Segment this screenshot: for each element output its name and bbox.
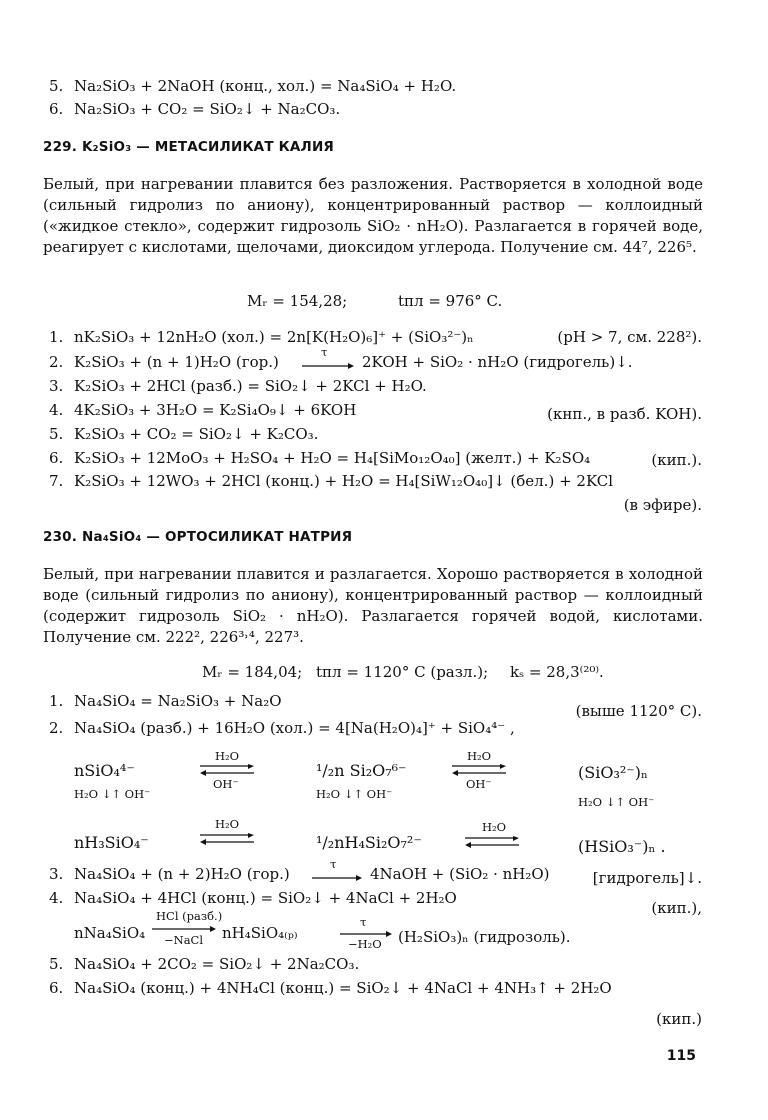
reaction-number: 3.: [49, 377, 64, 395]
equilibrium-arrow-icon: [452, 764, 506, 776]
reaction-number: 3.: [49, 865, 64, 883]
equilibrium-arrow-icon: [200, 764, 254, 776]
scheme-species: (SiO₃²⁻)ₙ: [578, 763, 648, 782]
reaction-products: 2KOH + SiO₂ · nH₂O (гидрогель)↓.: [362, 353, 633, 371]
reaction-equation: Na₄SiO₄ + 4HCl (конц.) = SiO₂↓ + 4NaCl + 2H₂O: [74, 889, 457, 907]
reaction-note: (в эфире).: [623, 496, 702, 514]
arrow-label-top: H₂O: [215, 749, 240, 763]
arrow-label-bottom: −H₂O: [348, 937, 382, 951]
reaction-equation: 4K₂SiO₃ + 3H₂O = K₂Si₄O₉↓ + 6KOH: [74, 401, 357, 419]
reaction-note: (выше 1120° C).: [575, 702, 702, 720]
reaction-number: 5.: [49, 955, 64, 973]
section-description-229: Белый, при нагревании плавится без разложения. Растворяется в холодной воде (сильный гидролиз по аниону), концентрированный раствор — коллоидный («жидкое стекло», содержит гидрозоль SiO₂ · nH₂O). Разлагается в горячей воде, реагирует с кислотами, щелочами, диоксидом углерода. Получение см. 44⁷, 226⁵.: [43, 175, 703, 256]
arrow-condition: τ: [321, 345, 328, 359]
scheme-species: ¹/₂nH₄Si₂O₇²⁻: [316, 833, 422, 852]
reaction-equation: Na₄SiO₄ (разб.) + 16H₂O (хол.) = 4[Na(H₂O)₄]⁺ + SiO₄⁴⁻ ,: [74, 719, 515, 737]
reaction-equation: K₂SiO₃ + 2HCl (разб.) = SiO₂↓ + 2KCl + H₂O.: [74, 377, 427, 395]
section-heading-229: 229. K₂SiO₃ — МЕТАСИЛИКАТ КАЛИЯ: [43, 139, 335, 155]
reaction-number: 7.: [49, 472, 64, 490]
reaction-number: 6.: [49, 100, 64, 118]
reaction-note: [гидрогель]↓.: [592, 869, 702, 887]
reaction-number: 2.: [49, 719, 64, 737]
reaction-number: 6.: [49, 449, 64, 467]
reaction-equation: K₂SiO₃ + (n + 1)H₂O (гор.): [74, 353, 279, 371]
reaction-equation: K₂SiO₃ + CO₂ = SiO₂↓ + K₂CO₃.: [74, 425, 319, 443]
scheme-equilibrium-label: H₂O ↓↑ OH⁻: [74, 787, 151, 801]
reaction-arrow-icon: [152, 925, 216, 933]
molar-mass: Mᵣ = 154,28;: [247, 292, 348, 310]
scheme-equilibrium-label: H₂O ↓↑ OH⁻: [578, 795, 655, 809]
reaction-intermediate: nH₄SiO₄₍ₚ₎: [222, 924, 298, 942]
reaction-equation: Na₄SiO₄ = Na₂SiO₃ + Na₂O: [74, 692, 282, 710]
reaction-note: (кнп., в разб. KOH).: [547, 405, 702, 423]
reaction-number: 1.: [49, 328, 64, 346]
reaction-number: 4.: [49, 889, 64, 907]
reaction-note: (кип.).: [651, 451, 702, 469]
equilibrium-arrow-icon: [200, 833, 254, 845]
arrow-label-bottom: OH⁻: [213, 777, 239, 791]
reaction-number: 2.: [49, 353, 64, 371]
arrow-label-top: H₂O: [215, 817, 240, 831]
scheme-species: nH₃SiO₄⁻: [74, 833, 149, 852]
reaction-arrow-icon: [312, 874, 362, 882]
reaction-equation: Na₄SiO₄ (конц.) + 4NH₄Cl (конц.) = SiO₂↓ + 4NaCl + 4NH₃↑ + 2H₂O: [74, 979, 612, 997]
reaction-equation: Na₄SiO₄ + (n + 2)H₂O (гор.): [74, 865, 290, 883]
melting-point: tпл = 976° C.: [398, 292, 503, 310]
reaction-note: (pH > 7, см. 228²).: [557, 328, 702, 346]
scheme-species: ¹/₂n Si₂O₇⁶⁻: [316, 761, 407, 780]
reaction-number: 4.: [49, 401, 64, 419]
reaction-note: (кип.),: [651, 899, 702, 917]
arrow-label-top: HCl (разб.): [156, 909, 223, 923]
reaction-products: (H₂SiO₃)ₙ (гидрозоль).: [398, 928, 571, 946]
reaction-equation: nK₂SiO₃ + 12nH₂O (хол.) = 2n[K(H₂O)₆]⁺ + (SiO₃²⁻)ₙ: [74, 328, 474, 346]
arrow-label-bottom: −NaCl: [164, 933, 204, 947]
arrow-label-top: H₂O: [482, 820, 507, 834]
reaction-number: 1.: [49, 692, 64, 710]
reaction-note: (кип.): [656, 1010, 702, 1028]
reaction-equation: Na₂SiO₃ + 2NaOH (конц., хол.) = Na₄SiO₄ + H₂O.: [74, 77, 457, 95]
reaction-equation: K₂SiO₃ + 12WO₃ + 2HCl (конц.) + H₂O = H₄[SiW₁₂O₄₀]↓ (бел.) + 2KCl: [74, 472, 614, 490]
reaction-number: 5.: [49, 425, 64, 443]
scheme-equilibrium-label: H₂O ↓↑ OH⁻: [316, 787, 393, 801]
arrow-label-bottom: OH⁻: [466, 777, 492, 791]
page-number: 115: [666, 1048, 696, 1064]
reaction-equation: Na₂SiO₃ + CO₂ = SiO₂↓ + Na₂CO₃.: [74, 100, 341, 118]
molar-mass: Mᵣ = 184,04;: [202, 663, 303, 681]
section-heading-230: 230. Na₄SiO₄ — ОРТОСИЛИКАТ НАТРИЯ: [43, 529, 353, 545]
reaction-equation: K₂SiO₃ + 12MoO₃ + H₂SO₄ + H₂O = H₄[SiMo₁₂O₄₀] (желт.) + K₂SO₄: [74, 449, 591, 467]
solubility: kₛ = 28,3⁽²⁰⁾.: [510, 663, 604, 681]
section-description-230: Белый, при нагревании плавится и разлагается. Хорошо растворяется в холодной воде (сильный гидролиз по аниону), концентрированный раствор — коллоидный (содержит гидрозоль SiO₂ · nH₂O). Разлагается горячей водой, кислотами. Получение см. 222², 226³˒⁴, 227³.: [43, 565, 703, 646]
reaction-reagent: nNa₄SiO₄: [74, 924, 146, 942]
reaction-number: 5.: [49, 77, 64, 95]
scheme-species: nSiO₄⁴⁻: [74, 761, 135, 780]
reaction-equation: Na₄SiO₄ + 2CO₂ = SiO₂↓ + 2Na₂CO₃.: [74, 955, 360, 973]
reaction-products: 4NaOH + (SiO₂ · nH₂O): [370, 865, 550, 883]
arrow-label-top: H₂O: [467, 749, 492, 763]
reaction-arrow-icon: [302, 362, 354, 370]
scheme-species: (HSiO₃⁻)ₙ .: [578, 837, 666, 856]
equilibrium-arrow-icon: [465, 836, 519, 848]
melting-point: tпл = 1120° C (разл.);: [316, 663, 489, 681]
arrow-label-top: τ: [360, 915, 367, 929]
arrow-condition: τ: [330, 857, 337, 871]
reaction-number: 6.: [49, 979, 64, 997]
